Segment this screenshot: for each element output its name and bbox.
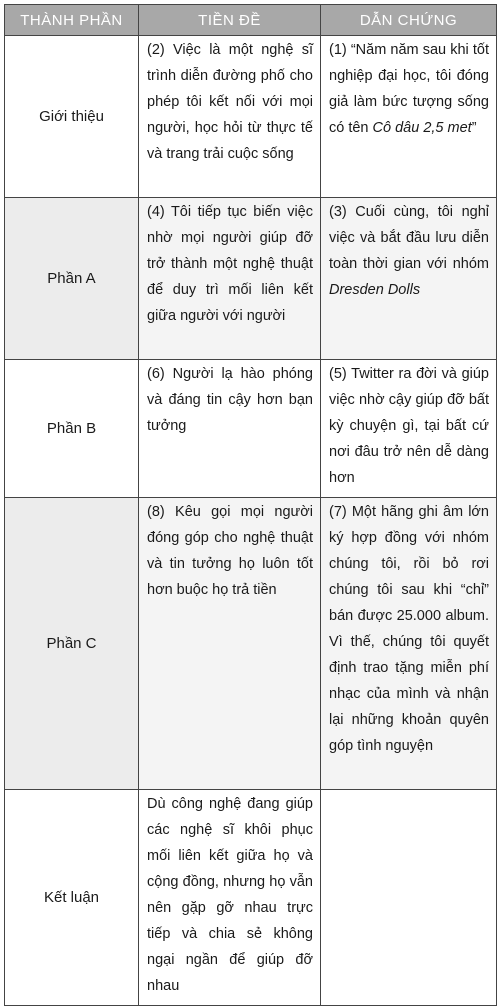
table-row — [5, 360, 497, 498]
evidence-cell — [321, 36, 497, 198]
premise-cell: (6) Người lạ hào phóng và đáng tin cậy hơn bạn tưởng — [139, 360, 321, 498]
table-row — [5, 790, 497, 1006]
evidence-cell — [321, 498, 497, 790]
structure-table-wrapper — [4, 4, 497, 1006]
evidence-text: (1) “Năm năm sau khi tốt nghiệp đại học, tôi đóng giả làm bức tượng sống có tên — [329, 42, 489, 136]
component-cell: Phần A — [5, 198, 139, 360]
premise-cell: Dù công nghệ đang giúp các nghệ sĩ khôi phục mối liên kết giữa họ và cộng đồng, nhưng họ vẫn nên gặp gỡ nhau trực tiếp và chia sẻ không ngại ngần để giúp đỡ nhau — [139, 790, 321, 1006]
evidence-italic: Cô dâu 2,5 met — [372, 120, 472, 136]
evidence-cell-empty — [321, 790, 497, 1006]
table-row — [5, 198, 497, 360]
evidence-cell — [321, 198, 497, 360]
header-premise: TIỀN ĐỀ — [139, 5, 321, 36]
evidence-cell — [321, 360, 497, 498]
header-evidence: DẪN CHỨNG — [321, 5, 497, 36]
evidence-text: (3) Cuối cùng, tôi nghỉ việc và bắt đầu lưu diễn toàn thời gian với nhóm — [329, 204, 489, 272]
component-cell: Giới thiệu — [5, 36, 139, 198]
evidence-italic: Dresden Dolls — [329, 282, 421, 298]
premise-cell: (8) Kêu gọi mọi người đóng góp cho nghệ thuật và tin tưởng họ luôn tốt hơn buộc họ trả tiền — [139, 498, 321, 790]
premise-cell: (4) Tôi tiếp tục biến việc nhờ mọi người giúp đỡ trở thành một nghệ thuật để duy trì mối liên kết giữa người với người — [139, 198, 321, 360]
component-cell: Kết luận — [5, 790, 139, 1006]
header-component: THÀNH PHẦN — [5, 5, 139, 36]
evidence-text: (5) Twitter ra đời và giúp việc nhờ cậy giúp đỡ bất kỳ chuyện gì, tại bất cứ nơi đâu trở nên dễ dàng hơn — [329, 366, 489, 486]
table-row — [5, 36, 497, 198]
component-cell: Phần C — [5, 498, 139, 790]
evidence-text: (7) Một hãng ghi âm lớn ký hợp đồng với nhóm chúng tôi, rồi bỏ rơi chúng tôi sau khi “chỉ” bán được 25.000 album. Vì thế, chúng tôi quyết định trao tặng miễn phí nhạc của mình và nhận lại những khoản quyên góp tình nguyện — [329, 504, 489, 754]
evidence-text-end: ” — [471, 120, 477, 136]
component-cell: Phần B — [5, 360, 139, 498]
structure-table — [4, 4, 497, 1006]
premise-cell: (2) Việc là một nghệ sĩ trình diễn đường phố cho phép tôi kết nối với mọi người, học hỏi từ thực tế và trang trải cuộc sống — [139, 36, 321, 198]
table-row — [5, 498, 497, 790]
header-row — [5, 5, 497, 36]
